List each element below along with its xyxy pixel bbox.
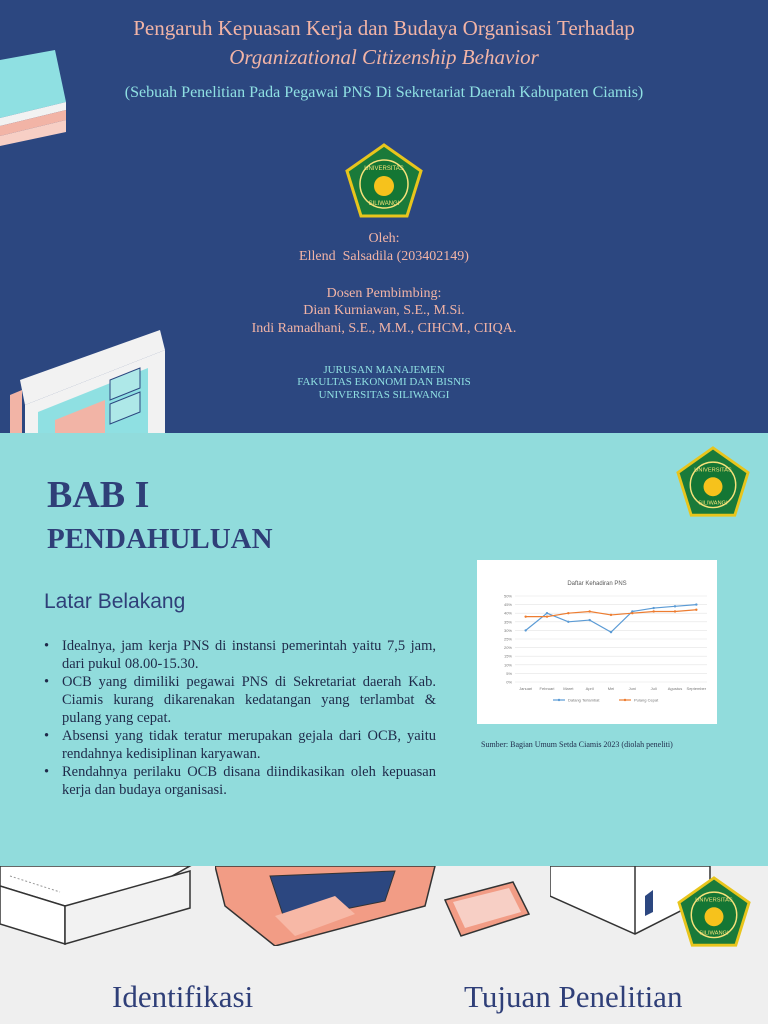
university-logo	[675, 446, 751, 518]
list-item: • Idealnya, jam kerja PNS di instansi pemerintah yaitu 7,5 jam, dari pukul 08.00-15.30.	[44, 637, 436, 673]
author-name: Ellend Salsadila (203402149)	[299, 249, 469, 264]
list-item: • Absensi yang tidak teratur merupakan gejala dari OCB, yaitu rendahnya kedisiplinan karyawan.	[44, 727, 436, 763]
attendance-chart	[477, 560, 717, 724]
chapter-heading: BAB I	[47, 474, 150, 516]
x-tick-label: Mei	[607, 686, 615, 691]
logo-top-text: UNIVERSITAS	[364, 166, 404, 172]
university-logo	[344, 143, 424, 219]
heading-identifikasi: Identifikasi	[112, 979, 254, 1014]
subtitle: (Sebuah Penelitian Pada Pegawai PNS Di Sekretariat Daerah Kabupaten Ciamis)	[124, 84, 644, 101]
list-item: • Rendahnya perilaku OCB disana diindikasikan oleh kepuasan kerja dan budaya organisasi.	[44, 763, 436, 799]
data-point	[546, 612, 548, 614]
heading-tujuan: Tujuan Penelitian	[464, 979, 683, 1014]
data-point	[610, 631, 612, 633]
data-point	[631, 612, 633, 614]
y-tick-label: 45%	[503, 602, 512, 608]
logo-bottom-text: SILIWANGI	[368, 201, 400, 207]
x-tick-label: Maret	[563, 686, 574, 691]
y-tick-label: 15%	[503, 653, 512, 659]
data-point	[524, 615, 526, 617]
data-point	[588, 619, 590, 621]
series-line	[526, 605, 697, 633]
chart-canvas	[477, 560, 717, 724]
x-tick-label: April	[585, 686, 594, 691]
x-tick-label: Januari	[519, 686, 533, 691]
chart-title: Daftar Kehadiran PNS	[567, 581, 627, 587]
data-point	[524, 629, 526, 631]
y-tick-label: 20%	[503, 645, 512, 651]
phone-illustration	[443, 880, 533, 940]
data-point	[674, 610, 676, 612]
laptop-illustration	[215, 866, 440, 946]
legend-marker	[624, 699, 626, 701]
x-tick-label: Juni	[628, 686, 637, 691]
y-tick-label: 40%	[503, 610, 512, 616]
data-point	[567, 621, 569, 623]
chapter-slide	[0, 433, 768, 866]
legend-label: Pulang Cepat	[634, 697, 659, 703]
logo-top-text: UNIVERSITAS	[694, 467, 732, 474]
advisor-label: Dosen Pembimbing:	[326, 286, 442, 301]
advisor-1: Dian Kurniawan, S.E., M.Si.	[303, 303, 465, 318]
data-point	[695, 609, 697, 611]
book-illustration	[0, 866, 200, 946]
data-point	[567, 612, 569, 614]
x-tick-label: Februari	[539, 686, 555, 691]
university-logo	[676, 876, 752, 948]
department: JURUSAN MANAJEMEN	[323, 364, 445, 376]
title-slide	[0, 0, 768, 433]
x-tick-label: Juli	[650, 686, 657, 691]
faculty: FAKULTAS EKONOMI DAN BISNIS	[297, 376, 471, 388]
advisor-2: Indi Ramadhani, S.E., M.M., CIHCM., CIIQA.	[251, 321, 517, 336]
chart-source: Sumber: Bagian Umum Setda Ciamis 2023 (diolah peneliti)	[481, 740, 673, 749]
logo-bottom-text: SILIWANGI	[698, 500, 728, 507]
chapter-title: PENDAHULUAN	[47, 523, 273, 555]
university: UNIVERSITAS SILIWANGI	[318, 389, 450, 401]
list-item: • OCB yang dimiliki pegawai PNS di Sekretariat daerah Kab. Ciamis kurang dikarenakan kedatangan yang terlambat & pulang yang cepat.	[44, 673, 436, 727]
x-tick-label: September	[686, 686, 707, 691]
y-tick-label: 0%	[506, 679, 512, 685]
data-point	[695, 603, 697, 605]
y-tick-label: 35%	[503, 619, 512, 625]
data-point	[652, 610, 654, 612]
data-point	[674, 605, 676, 607]
author-label: Oleh:	[368, 231, 400, 246]
y-tick-label: 5%	[506, 670, 512, 676]
background-list	[44, 637, 436, 799]
x-tick-label: Agustus	[667, 686, 683, 691]
y-tick-label: 30%	[503, 627, 512, 633]
logo-bottom-text: SILIWANGI	[699, 930, 729, 937]
logo-top-text: UNIVERSITAS	[695, 897, 733, 904]
section-heading: Latar Belakang	[44, 590, 186, 613]
y-tick-label: 50%	[503, 593, 512, 599]
identification-slide	[0, 866, 768, 1024]
y-tick-label: 25%	[503, 636, 512, 642]
title-line-1: Pengaruh Kepuasan Kerja dan Budaya Organisasi Terhadap	[133, 16, 635, 40]
data-point	[588, 610, 590, 612]
legend-marker	[558, 699, 560, 701]
data-point	[652, 607, 654, 609]
data-point	[610, 614, 612, 616]
legend-label: Datang Terlambat	[568, 697, 600, 703]
title-line-2: Organizational Citizenship Behavior	[229, 45, 539, 69]
data-point	[546, 615, 548, 617]
y-tick-label: 10%	[503, 662, 512, 668]
